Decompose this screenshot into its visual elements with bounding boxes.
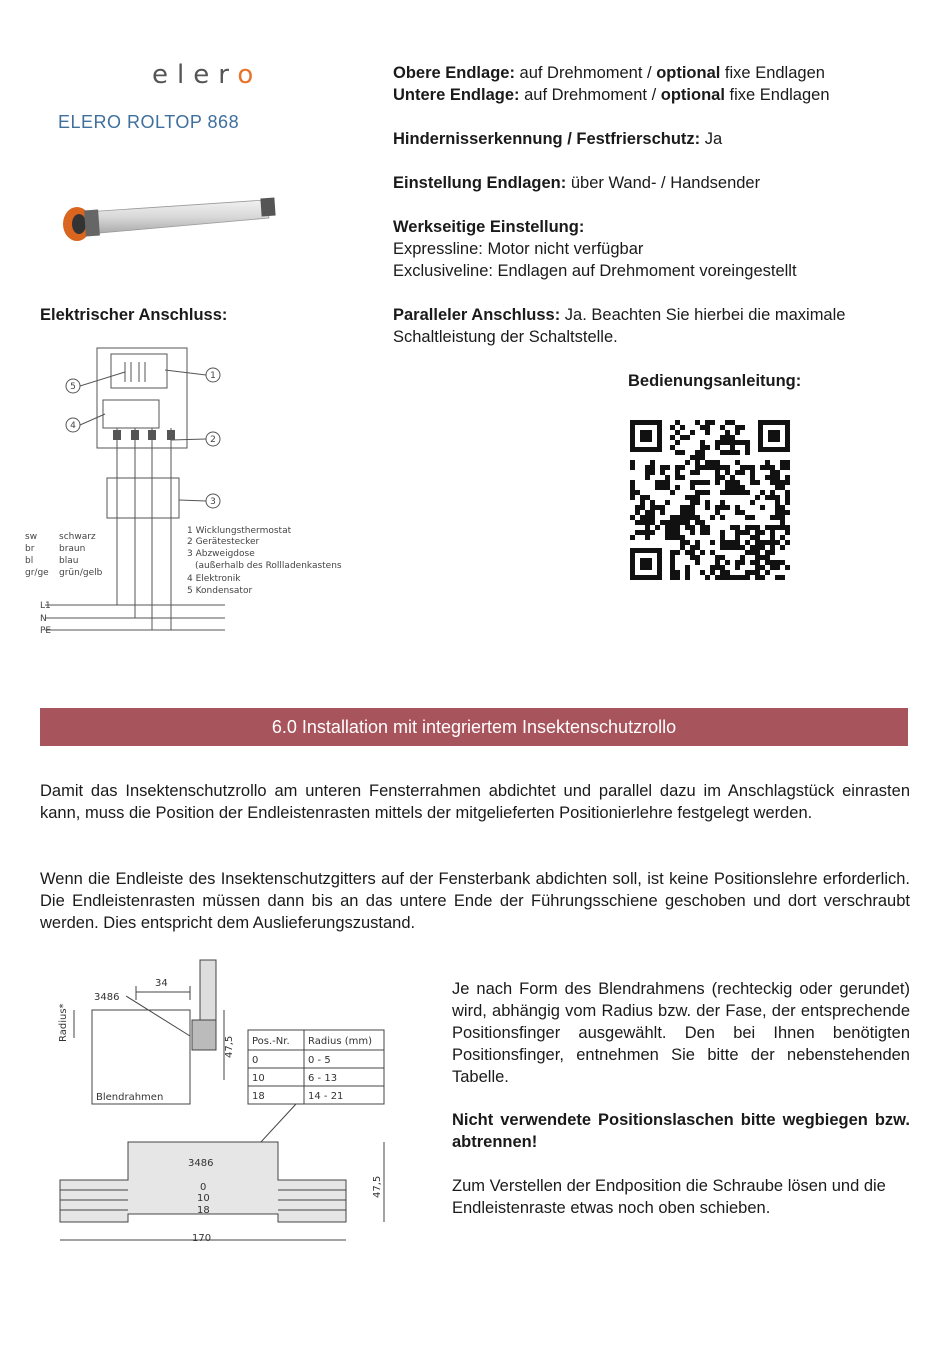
line-n: N [40, 614, 47, 624]
dim-47-5-gauge: 47,5 [372, 1175, 383, 1198]
wiring-diagram [25, 340, 355, 640]
model-name: ELERO ROLTOP 868 [58, 112, 240, 132]
label-radius: Radius* [58, 1003, 69, 1042]
manual-heading: Bedienungsanleitung: [628, 372, 802, 390]
section-title: 6.0 Installation mit integriertem Insektenschutzrollo [40, 708, 908, 746]
callout-1: 1 [210, 371, 216, 381]
table-row-2-radius: 14 - 21 [308, 1091, 344, 1102]
gauge-label: 3486 [188, 1158, 214, 1169]
spec-endlagen: Obere Endlage: auf Drehmoment / optional fixe Endlagen Untere Endlage: auf Drehmoment / optional fixe Endlagen [393, 64, 830, 104]
spec-werkseitig: Werkseitige Einstellung: Expressline: Motor nicht verfügbar Exclusiveline: Endlagen auf Drehmoment voreingestellt [393, 218, 797, 280]
table-header-pos: Pos.-Nr. [252, 1036, 290, 1047]
legend-code-grge: gr/ge [25, 568, 49, 578]
callout-2: 2 [210, 435, 216, 445]
part-4: 4 Elektronik [187, 574, 241, 584]
positioning-drawing [40, 950, 400, 1250]
spec-parallel: Paralleler Anschluss: Ja. Beachten Sie hierbei die maximale Schaltleistung der Schaltstelle. [393, 306, 846, 346]
paragraph-4: Nicht verwendete Positionslaschen bitte wegbiegen bzw. abtrennen! [452, 1111, 910, 1151]
table-row-0-radius: 0 - 5 [308, 1055, 331, 1066]
legend-code-br: br [25, 544, 35, 554]
gauge-pos-10: 10 [197, 1193, 210, 1204]
part-3b: (außerhalb des Rollladenkastens [195, 561, 342, 571]
part-3: 3 Abzweigdose [187, 549, 255, 559]
part-5: 5 Kondensator [187, 586, 253, 596]
paragraph-2: Wenn die Endleiste des Insektenschutzgitters auf der Fensterbank abdichten soll, ist keine Positionslehre erforderlich. Die Endleistenrasten müssen dann bis an das untere Ende der Führungsschiene geschoben und dort verschraubt werden. Dies entspricht dem Auslieferungszustand. [40, 870, 910, 932]
callout-5: 5 [70, 382, 76, 392]
label-3486-top: 3486 [94, 992, 120, 1003]
table-header-radius: Radius (mm) [308, 1036, 372, 1047]
elektrisch-heading: Elektrischer Anschluss: [40, 306, 228, 324]
part-1: 1 Wicklungsthermostat [187, 526, 292, 536]
line-pe: PE [40, 626, 52, 636]
paragraph-1: Damit das Insektenschutzrollo am unteren Fensterrahmen abdichtet und parallel dazu im Anschlagstück einrasten kann, muss die Position der Endleistenrasten mittels der mitgelieferten Positionierlehre festgelegt werden. [40, 782, 910, 822]
dim-170: 170 [192, 1233, 212, 1244]
legend-color-sw: schwarz [59, 532, 96, 542]
legend-code-sw: sw [25, 532, 38, 542]
legend-color-bl: blau [59, 556, 79, 566]
dim-34: 34 [155, 978, 168, 989]
table-row-2-pos: 18 [252, 1091, 265, 1102]
legend-color-br: braun [59, 544, 86, 554]
legend-code-bl: bl [25, 556, 34, 566]
table-row-0-pos: 0 [252, 1055, 259, 1066]
elero-logo: elero [152, 60, 263, 90]
gauge-pos-0: 0 [200, 1182, 207, 1193]
label-blendrahmen: Blendrahmen [96, 1092, 164, 1103]
spec-einstellung: Einstellung Endlagen: über Wand- / Handsender [393, 174, 761, 192]
table-row-1-pos: 10 [252, 1073, 265, 1084]
motor-tube-image [55, 190, 285, 250]
gauge-pos-18: 18 [197, 1205, 210, 1216]
legend-color-grge: grün/gelb [59, 568, 103, 578]
dim-47-5-top: 47,5 [224, 1035, 235, 1058]
part-2: 2 Gerätestecker [187, 537, 260, 547]
line-l1: L1 [40, 601, 51, 611]
callout-4: 4 [70, 421, 76, 431]
paragraph-5: Zum Verstellen der Endposition die Schraube lösen und die Endleistenraste etwas noch oben schieben. [452, 1177, 886, 1217]
spec-hindernis: Hindernisserkennung / Festfrierschutz: Ja [393, 130, 723, 148]
callout-3: 3 [210, 497, 216, 507]
table-row-1-radius: 6 - 13 [308, 1073, 338, 1084]
paragraph-3: Je nach Form des Blendrahmens (rechteckig oder gerundet) wird, abhängig vom Radius bzw. der Fase, der entsprechende Positionsfinger ausgewählt. Den bei Ihnen benötigten Positionsfinger, entnehmen Sie bitte der nebenstehenden Tabelle. [452, 980, 910, 1086]
qr-code[interactable] [630, 420, 790, 580]
